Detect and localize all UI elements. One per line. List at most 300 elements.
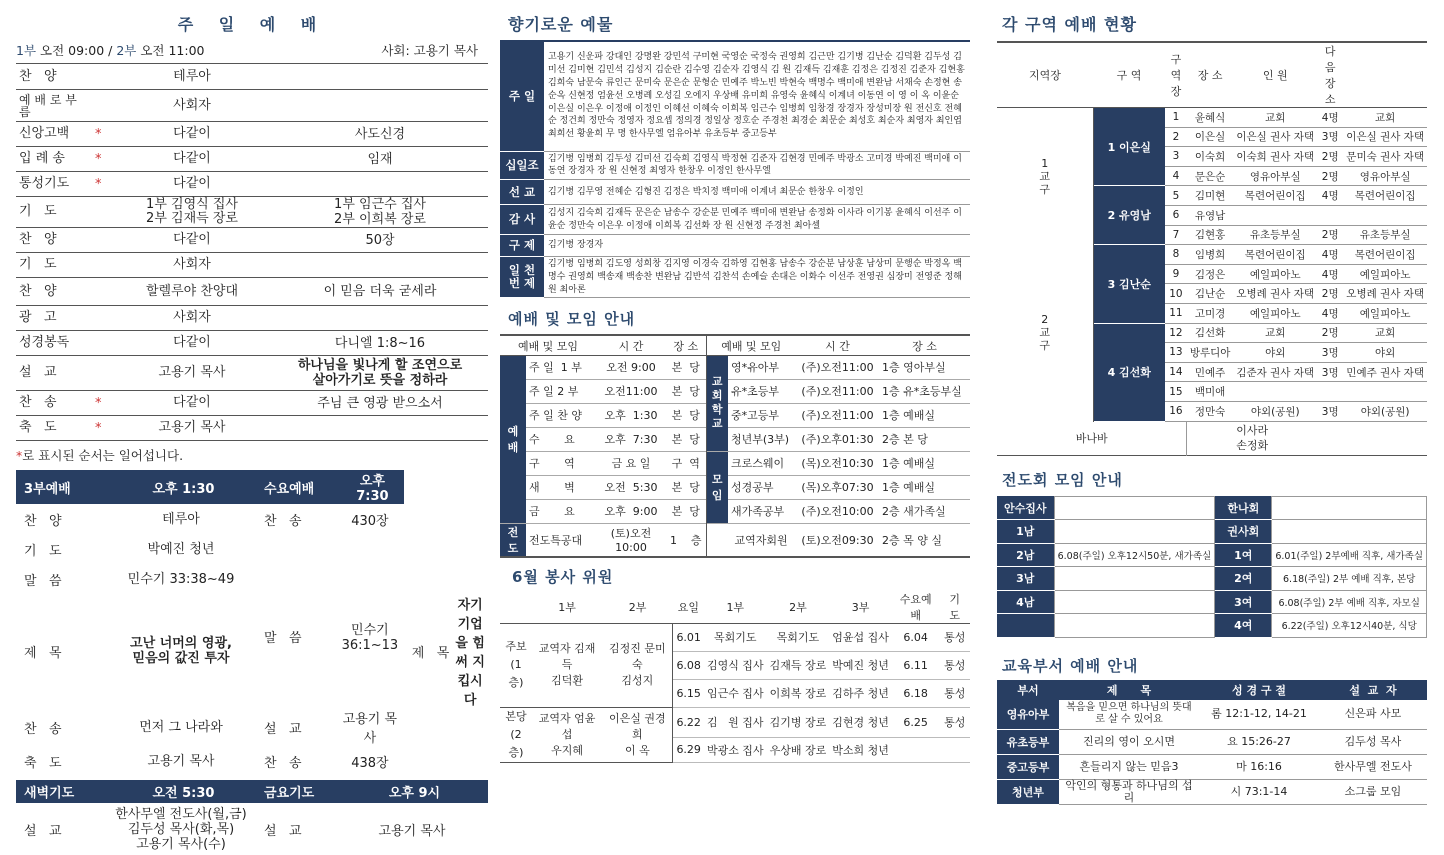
offering-row xyxy=(500,205,970,235)
evangelism-row xyxy=(997,520,1427,544)
district-leader: 3 김난순 xyxy=(1093,245,1165,323)
order-row xyxy=(16,90,488,122)
dawn-prayer-table xyxy=(16,780,488,855)
stand-marker: * xyxy=(92,391,112,416)
order-leader: 사회자 xyxy=(112,90,272,122)
district-cell: 김현홍 xyxy=(1187,225,1234,245)
evangelism-detail: 6.08(주일) 2부 예배 직후, 자모실 xyxy=(1272,590,1427,614)
district-cell xyxy=(1233,205,1317,225)
order-leader: 사회자 xyxy=(112,253,272,278)
district-cell: 예일피아노 xyxy=(1343,303,1427,323)
district-cell: 오병례 권사 자택 xyxy=(1233,284,1317,304)
wed-detail: 430장 xyxy=(351,513,389,529)
order-detail xyxy=(272,64,488,90)
district-cell: 4명 xyxy=(1317,303,1343,323)
guide-event: 구 역 xyxy=(529,457,575,471)
stand-marker xyxy=(92,253,112,278)
education-dept: 청년부 xyxy=(997,780,1059,805)
meeting-label: 모임 xyxy=(706,451,728,523)
guide-event: 성경공부 xyxy=(731,481,774,495)
s3-header-cell: 오후 7:30 xyxy=(336,470,404,504)
table-cell xyxy=(500,591,532,624)
guide-place: 본 당 xyxy=(666,427,706,451)
evangelism-group: 2남 xyxy=(997,543,1054,567)
guide-time: (주)오전11:00 xyxy=(801,361,874,375)
education-header-cell: 부서 xyxy=(997,680,1059,700)
offering-row xyxy=(500,180,970,205)
district-cell: 민예주 xyxy=(1187,362,1234,382)
offering-type: 십일조 xyxy=(500,151,544,180)
district-header-cell: 구 역 xyxy=(1116,69,1142,82)
offering-type: 일 천 번 제 xyxy=(500,257,544,298)
vol-header-cell: 기 도 xyxy=(949,592,961,622)
vol-day-cell: 통성 xyxy=(944,659,966,673)
district-cell: 교회 xyxy=(1343,323,1427,343)
stand-marker: * xyxy=(92,122,112,147)
education-row xyxy=(997,780,1427,805)
district-cell xyxy=(1317,205,1343,225)
guide-time: (주)오전11:00 xyxy=(801,409,874,423)
order-detail xyxy=(272,253,488,278)
education-cell: 복음을 믿으면 하나님의 뜻대로 살 수 있어요 xyxy=(1059,700,1199,730)
vol-day-cell: 6.25 xyxy=(903,715,928,729)
district-cell: 4명 xyxy=(1317,264,1343,284)
volunteer-title: 6월 봉사 위원 xyxy=(512,567,614,586)
stand-marker xyxy=(92,197,112,228)
guide-row xyxy=(500,427,970,451)
order-leader: 다같이 xyxy=(112,122,272,147)
vol-day-cell: 김 원 집사 xyxy=(707,716,764,730)
vol-day-cell xyxy=(892,737,940,762)
guide-title: 예배 및 모임 안내 xyxy=(508,310,636,329)
district-cell: 야외(공원) xyxy=(1233,401,1317,421)
offerings-table xyxy=(500,40,970,298)
guide-place: 1층 예배실 xyxy=(881,481,935,495)
guide-time: (목)오후07:30 xyxy=(801,481,874,495)
guide-event: 주 일 2 부 xyxy=(529,385,579,399)
education-table xyxy=(997,680,1427,806)
district-cell: 7 xyxy=(1165,225,1187,245)
stand-marker xyxy=(92,90,112,122)
order-item: 성경봉독 xyxy=(16,331,92,356)
order-leader: 다같이 xyxy=(112,391,272,416)
offering-names: 김기병 김무영 전혜순 김형진 김정은 박치정 백미애 이계녀 최문순 한창우 이정인 xyxy=(544,180,970,205)
order-row xyxy=(16,64,488,90)
guide-row xyxy=(500,523,970,557)
district-cell: 14 xyxy=(1165,362,1187,382)
offering-type: 감 사 xyxy=(500,205,544,235)
offerings-column xyxy=(500,0,970,763)
evangelism-detail xyxy=(1272,496,1427,520)
district-cell: 유초등부실 xyxy=(1343,225,1427,245)
education-cell: 소그룹 모임 xyxy=(1319,780,1427,805)
s3-row xyxy=(16,594,488,708)
education-row xyxy=(997,730,1427,755)
s3-detail: 고난 너머의 영광, 믿음의 값진 투자 xyxy=(130,636,232,666)
vol-day-cell: 이희복 장로 xyxy=(769,687,827,701)
vol-day-cell: 박소희 청년 xyxy=(832,743,889,757)
order-detail: 하나님을 빛나게 할 조연으로 살아가기로 뜻을 정하라 xyxy=(272,356,488,391)
district-cell: 2명 xyxy=(1317,225,1343,245)
time-label-2: 2부 xyxy=(116,43,137,58)
district-cell: 2명 xyxy=(1317,147,1343,167)
guide-event: 중*고등부 xyxy=(731,409,780,423)
order-leader: 고용기 목사 xyxy=(112,356,272,391)
order-item: 찬 송 xyxy=(16,391,92,416)
evangelism-group: 1남 xyxy=(997,520,1054,544)
education-cell: 한사무엘 전도사 xyxy=(1319,755,1427,780)
dawn-detail: 한사무엘 전도사(월,금) 김두성 목사(화,목) 고용기 목사(수) xyxy=(115,806,247,852)
order-of-service xyxy=(16,63,488,441)
s3-head xyxy=(16,470,488,504)
dawn-header-cell: 새벽기도 xyxy=(16,780,106,803)
guide-event: 금 요 xyxy=(529,505,575,519)
district-cell: 윤혜식 xyxy=(1187,108,1234,128)
standing-note: *로 표시된 순서는 일어섭니다. xyxy=(16,448,184,463)
district-cell: 문은순 xyxy=(1187,166,1234,186)
wed-detail: 고용기 목사 xyxy=(342,712,398,746)
vol-day-cell: 6.11 xyxy=(903,658,928,672)
district-column xyxy=(997,0,1427,805)
evangelism-detail xyxy=(1054,567,1215,591)
s3-row xyxy=(16,534,488,564)
guide-header-cell: 시 간 xyxy=(618,339,644,353)
order-leader: 다같이 xyxy=(112,331,272,356)
offering-names: 김기병 임병희 김도영 성희창 김지영 이경숙 김하영 김현홍 남송수 강순분 남상훈 남상미 문행순 박정옥 백명수 권영희 백송재 백송찬 변완남 김반석 김찬석 손예슬 손대은 이화수 이선주 전영권 심장미 전영준 정해원 최아론 xyxy=(544,257,970,298)
evangelism-group: 4여 xyxy=(1215,614,1272,638)
guide-event: 주 일 1 부 xyxy=(529,361,582,375)
fri-item: 설 교 xyxy=(264,823,302,839)
table-cell xyxy=(1317,421,1427,455)
guide-header-cell: 장 소 xyxy=(912,339,937,353)
district-cell: 정만숙 xyxy=(1187,401,1234,421)
district-cell: 영유아부실 xyxy=(1233,166,1317,186)
district-cell: 김미현 xyxy=(1187,186,1234,206)
host: 사회: 고용기 목사 xyxy=(381,43,478,58)
time-value-2: 오전 11:00 xyxy=(140,43,205,58)
vol-header-cell: 수요예배 xyxy=(899,592,932,622)
vol-day-cell: 김재득 장로 xyxy=(769,659,827,673)
district-cell: 목련어린이집 xyxy=(1343,245,1427,265)
evangelism-detail xyxy=(1272,520,1427,544)
vol-row xyxy=(500,623,970,651)
vol-header-cell: 1부 xyxy=(558,600,576,614)
district-cell: 16 xyxy=(1165,401,1187,421)
district-header-cell: 지역장 xyxy=(1029,69,1061,82)
vol-second: 이은실 권경희 이 옥 xyxy=(602,707,673,762)
order-row xyxy=(16,416,488,441)
district-cell: 김난순 xyxy=(1187,284,1234,304)
district-cell: 방루디아 xyxy=(1187,343,1234,363)
education-cell: 신은파 사모 xyxy=(1319,700,1427,730)
order-leader: 할렐루야 찬양대 xyxy=(112,278,272,306)
evangelism-detail xyxy=(1054,590,1215,614)
district-cell xyxy=(1343,205,1427,225)
evangelism-group: 권사회 xyxy=(1215,520,1272,544)
evangelism-detail xyxy=(1054,496,1215,520)
offering-row xyxy=(500,235,970,257)
guide-time: 금 요 일 xyxy=(611,457,651,471)
evangelism-table xyxy=(997,496,1427,638)
order-detail xyxy=(272,416,488,441)
district-cell: 목련어린이집 xyxy=(1233,186,1317,206)
order-detail: 사도신경 xyxy=(272,122,488,147)
education-header-cell: 성 경 구 절 xyxy=(1199,680,1319,700)
s3-header-cell: 수요예배 xyxy=(256,470,336,504)
district-cell: 유영남 xyxy=(1187,205,1234,225)
district-cell: 백미애 xyxy=(1187,382,1234,402)
vol-day-cell: 김영식 집사 xyxy=(706,659,764,673)
order-row xyxy=(16,147,488,172)
guide-place: 1층 예배실 xyxy=(881,409,935,423)
district-cell: 3명 xyxy=(1317,362,1343,382)
order-detail: 이 믿음 더욱 굳세라 xyxy=(272,278,488,306)
evangelism-row xyxy=(997,614,1427,638)
vol-area: 주보 (1층) xyxy=(500,623,532,707)
order-leader: 사회자 xyxy=(112,306,272,331)
order-detail xyxy=(272,306,488,331)
education-cell: 악인의 형통과 하나님의 섭리 xyxy=(1059,780,1199,805)
order-detail: 50장 xyxy=(272,228,488,253)
s3-row xyxy=(16,504,488,534)
education-title: 교육부서 예배 안내 xyxy=(1002,656,1139,675)
evangelism-detail: 6.01(주일) 2부예배 직후, 새가족실 xyxy=(1272,543,1427,567)
stand-marker: * xyxy=(92,147,112,172)
guide-place: 본 당 xyxy=(666,499,706,523)
guide-header-cell: 시 간 xyxy=(825,339,850,353)
education-dept: 영유아부 xyxy=(997,700,1059,730)
s3-detail: 고용기 목사 xyxy=(147,753,215,769)
vol-day-cell: 6.29 xyxy=(676,743,701,757)
vol-day-cell xyxy=(939,737,970,762)
stand-marker xyxy=(92,278,112,306)
vol-area: 본당 (2층) xyxy=(500,707,532,762)
sunday-service-column xyxy=(16,0,488,855)
education-cell: 마 16:16 xyxy=(1199,755,1319,780)
district-cell: 영유아부실 xyxy=(1343,166,1427,186)
vol-day-cell: 박광소 집사 xyxy=(706,743,764,757)
offering-names: 고용기 신운파 강대인 강명완 강민석 구미현 국영순 국정숙 권영희 김근만 김기병 김난순 김덕환 김두성 김미선 김미현 김민석 김성지 김순란 김수영 김순자 김영식 김 원 김재득 김재훈 김정은 김정진 김준자 김현홍 김희숙 남문숙 류인근 문미숙 문은순 문형순 민예주 박노빈 박현숙 백명수 백미애 변완남 서채숙 손정현 송순옥 신현정 엄윤선 오병례 오성길 오에지 우상배 유미희 유영숙 윤혜식 이계녀 이동연 이 영 이 옥 이윤순 이은실 이은우 이정애 이정인 이혜선 이혜숙 이희복 임근수 임병희 임창경 장경자 장성미장 원 전신호 전혜순 정건희 정만숙 정영자 정요셉 정의경 정일상 정호순 주경천 최경순 최문순 최성호 최순자 최영자 최인엽 최희선 황윤희 무 명 한사무엘 엄유아부 유초등부 중고등부 xyxy=(544,41,970,151)
district-header-cell: 인 원 xyxy=(1262,69,1288,82)
order-detail xyxy=(272,172,488,197)
district-table xyxy=(997,41,1427,456)
guide-header-cell: 예배 및 모임 xyxy=(517,339,579,353)
guide-time: (주)오전10:00 xyxy=(801,505,874,519)
guide-event: 새 벽 xyxy=(529,481,575,495)
evangelism-group: 4남 xyxy=(997,590,1054,614)
guide-place: 구 역 xyxy=(666,451,706,475)
evangelism-group: 3남 xyxy=(997,567,1054,591)
service-guide-table xyxy=(500,334,970,558)
district-cell: 민예주 권사 자택 xyxy=(1343,362,1427,382)
offering-row xyxy=(500,151,970,180)
wed-detail: 자기 기업을 힘써 지킵시다 xyxy=(455,598,485,708)
guide-event: 주 일 찬 양 xyxy=(529,409,582,423)
district-cell: 이은실 xyxy=(1187,127,1234,147)
guide-place: 본 당 xyxy=(666,403,706,427)
stand-marker: * xyxy=(92,416,112,441)
education-cell: 흔들리지 않는 믿음3 xyxy=(1059,755,1199,780)
dawn-head xyxy=(16,780,488,803)
district-cell xyxy=(1343,382,1427,402)
evangelism-group xyxy=(997,614,1054,638)
district-cell: 목련어린이집 xyxy=(1233,245,1317,265)
wed-item: 말 씀 xyxy=(264,630,302,646)
district-cell: 이숙희 xyxy=(1187,147,1234,167)
sunday-service-title: 주 일 예 배 xyxy=(177,15,327,34)
order-row xyxy=(16,356,488,391)
order-leader: 다같이 xyxy=(112,147,272,172)
district-group-2: 2 교 구 xyxy=(997,245,1093,421)
barnabas-row xyxy=(997,421,1427,455)
guide-time: 오전 9:00 xyxy=(606,361,656,375)
vol-first: 교역자 엄윤섭 우지혜 xyxy=(532,707,602,762)
s3-row xyxy=(16,746,488,776)
district-cell: 김준자 권사 자택 xyxy=(1233,362,1317,382)
district-cell: 오병례 권사 자택 xyxy=(1343,284,1427,304)
vol-day-cell: 6.08 xyxy=(676,658,701,672)
order-item: 신앙고백 xyxy=(16,122,92,147)
district-cell: 4명 xyxy=(1317,245,1343,265)
vol-day-cell: 임근수 집사 xyxy=(706,687,764,701)
district-cell: 김선화 xyxy=(1187,323,1234,343)
wed-detail: 438장 xyxy=(351,755,389,771)
vol-header-cell: 2부 xyxy=(628,600,647,614)
order-row xyxy=(16,306,488,331)
evangelism-group: 2여 xyxy=(1215,567,1272,591)
order-leader: 다같이 xyxy=(112,172,272,197)
district-cell: 문미숙 권사 자택 xyxy=(1343,147,1427,167)
evangelism-group: 3여 xyxy=(1215,590,1272,614)
order-row xyxy=(16,122,488,147)
third-service-table xyxy=(16,470,488,776)
district-row xyxy=(997,245,1427,265)
guide-time: (목)오전10:30 xyxy=(801,457,874,471)
education-header-cell: 제 목 xyxy=(1059,680,1199,700)
s3-row xyxy=(16,564,488,594)
evangelism-group: 안수집사 xyxy=(997,496,1054,520)
order-item: 통성기도 xyxy=(16,172,92,197)
offering-type: 구 제 xyxy=(500,235,544,257)
s3-row xyxy=(16,708,488,746)
church-school-label: 교 회 학 교 xyxy=(706,355,728,451)
education-row xyxy=(997,755,1427,780)
guide-head xyxy=(500,335,970,355)
district-cell: 3명 xyxy=(1317,127,1343,147)
district-cell: 야외 xyxy=(1233,343,1317,363)
district-cell: 이숙희 권사 자택 xyxy=(1233,147,1317,167)
guide-place: 1층 영아부실 xyxy=(881,361,946,375)
district-cell: 3 xyxy=(1165,147,1187,167)
evangelism-group: 한나회 xyxy=(1215,496,1272,520)
district-cell: 10 xyxy=(1165,284,1187,304)
district-cell xyxy=(1233,382,1317,402)
service-times xyxy=(16,41,488,59)
vol-header-cell: 2부 xyxy=(789,600,807,614)
evangelism-row xyxy=(997,543,1427,567)
dawn-header-cell: 오전 5:30 xyxy=(106,780,256,803)
vol-day-cell: 김하주 청년 xyxy=(832,687,889,701)
guide-event: 수 요 xyxy=(529,433,575,447)
vol-day-cell: 6.01 xyxy=(676,630,701,644)
wed-item: 제 목 xyxy=(411,645,450,661)
district-cell: 6 xyxy=(1165,205,1187,225)
district-cell: 3명 xyxy=(1317,401,1343,421)
order-item: 예 배 로 부 름 xyxy=(16,90,92,122)
education-cell: 요 15:26-27 xyxy=(1199,730,1319,755)
district-cell: 4 xyxy=(1165,166,1187,186)
vol-day-cell: 6.04 xyxy=(903,630,928,644)
district-cell: 임병희 xyxy=(1187,245,1234,265)
vol-day-cell: 6.15 xyxy=(676,686,701,700)
offering-names: 김성지 김숙희 김재득 문은순 남송수 강순분 민예주 백미애 변완남 송정화 이사라 이기봉 윤혜식 이선주 이윤순 정만숙 이은우 이정애 이희복 김선화 장 원 신현정 주경천 최아셀 xyxy=(544,205,970,235)
order-row xyxy=(16,331,488,356)
order-leader: 고용기 목사 xyxy=(112,416,272,441)
evangelism-title: 전도회 모임 안내 xyxy=(1002,470,1123,489)
guide-time: 오후 7:30 xyxy=(604,433,658,447)
s3-detail: 먼저 그 나라와 xyxy=(139,719,223,735)
order-detail: 임재 xyxy=(272,147,488,172)
vol-second: 김정진 문미숙 김성지 xyxy=(602,623,673,707)
barnabas-names: 이사라 손정화 xyxy=(1187,421,1317,455)
district-cell: 2 xyxy=(1165,127,1187,147)
district-header-cell: 구역장 xyxy=(1170,53,1182,98)
order-detail: 1부 임근수 집사 2부 이희복 장로 xyxy=(272,197,488,228)
stand-marker xyxy=(92,228,112,253)
volunteer-table xyxy=(500,591,970,763)
guide-event: 유*초등부 xyxy=(731,385,780,399)
district-header-cell: 다음장소 xyxy=(1324,45,1336,106)
worship-group-label: 예 배 xyxy=(500,355,526,523)
vol-day-cell: 통성 xyxy=(944,716,966,730)
s3-item: 기 도 xyxy=(24,543,62,559)
order-detail: 다니엘 1:8~16 xyxy=(272,331,488,356)
s3-item: 찬 양 xyxy=(24,513,62,529)
guide-time: 오후 1:30 xyxy=(604,409,658,423)
district-cell: 김정은 xyxy=(1187,264,1234,284)
district-cell: 야외(공원) xyxy=(1343,401,1427,421)
district-cell: 9 xyxy=(1165,264,1187,284)
district-leader: 1 이은실 xyxy=(1093,108,1165,186)
district-cell: 8 xyxy=(1165,245,1187,265)
vol-day-cell: 박예진 청년 xyxy=(832,659,889,673)
offering-names: 김기병 임병희 김두성 김미선 김숙희 김영식 박정현 김준자 김현경 민예주 박광소 고미경 박예진 백미애 이동연 장경자 장 원 신현정 최영자 한창우 이정인 한사무엘 xyxy=(544,151,970,180)
barnabas-label: 바나바 xyxy=(1075,432,1108,445)
dawn-header-cell: 오후 9시 xyxy=(336,780,488,803)
guide-time: (주)오전11:00 xyxy=(801,385,874,399)
order-row xyxy=(16,172,488,197)
guide-time: (토)오전09:30 xyxy=(801,533,874,547)
vol-day-cell: 6.18 xyxy=(903,686,928,700)
stand-marker: * xyxy=(92,172,112,197)
education-row xyxy=(997,700,1427,730)
district-cell: 유초등부실 xyxy=(1233,225,1317,245)
district-cell: 15 xyxy=(1165,382,1187,402)
guide-row xyxy=(500,475,970,499)
evangelism-detail xyxy=(1054,520,1215,544)
order-item: 찬 양 xyxy=(16,278,92,306)
order-row xyxy=(16,197,488,228)
offering-row xyxy=(500,41,970,151)
district-cell: 교회 xyxy=(1343,108,1427,128)
guide-row xyxy=(500,451,970,475)
order-item: 광 고 xyxy=(16,306,92,331)
guide-place: 1층 예배실 xyxy=(881,457,935,471)
s3-detail: 박예진 청년 xyxy=(147,541,215,557)
district-header-cell: 장 소 xyxy=(1197,69,1223,82)
district-cell: 예일피아노 xyxy=(1233,303,1317,323)
s3-header-cell: 오후 1:30 xyxy=(106,470,256,504)
